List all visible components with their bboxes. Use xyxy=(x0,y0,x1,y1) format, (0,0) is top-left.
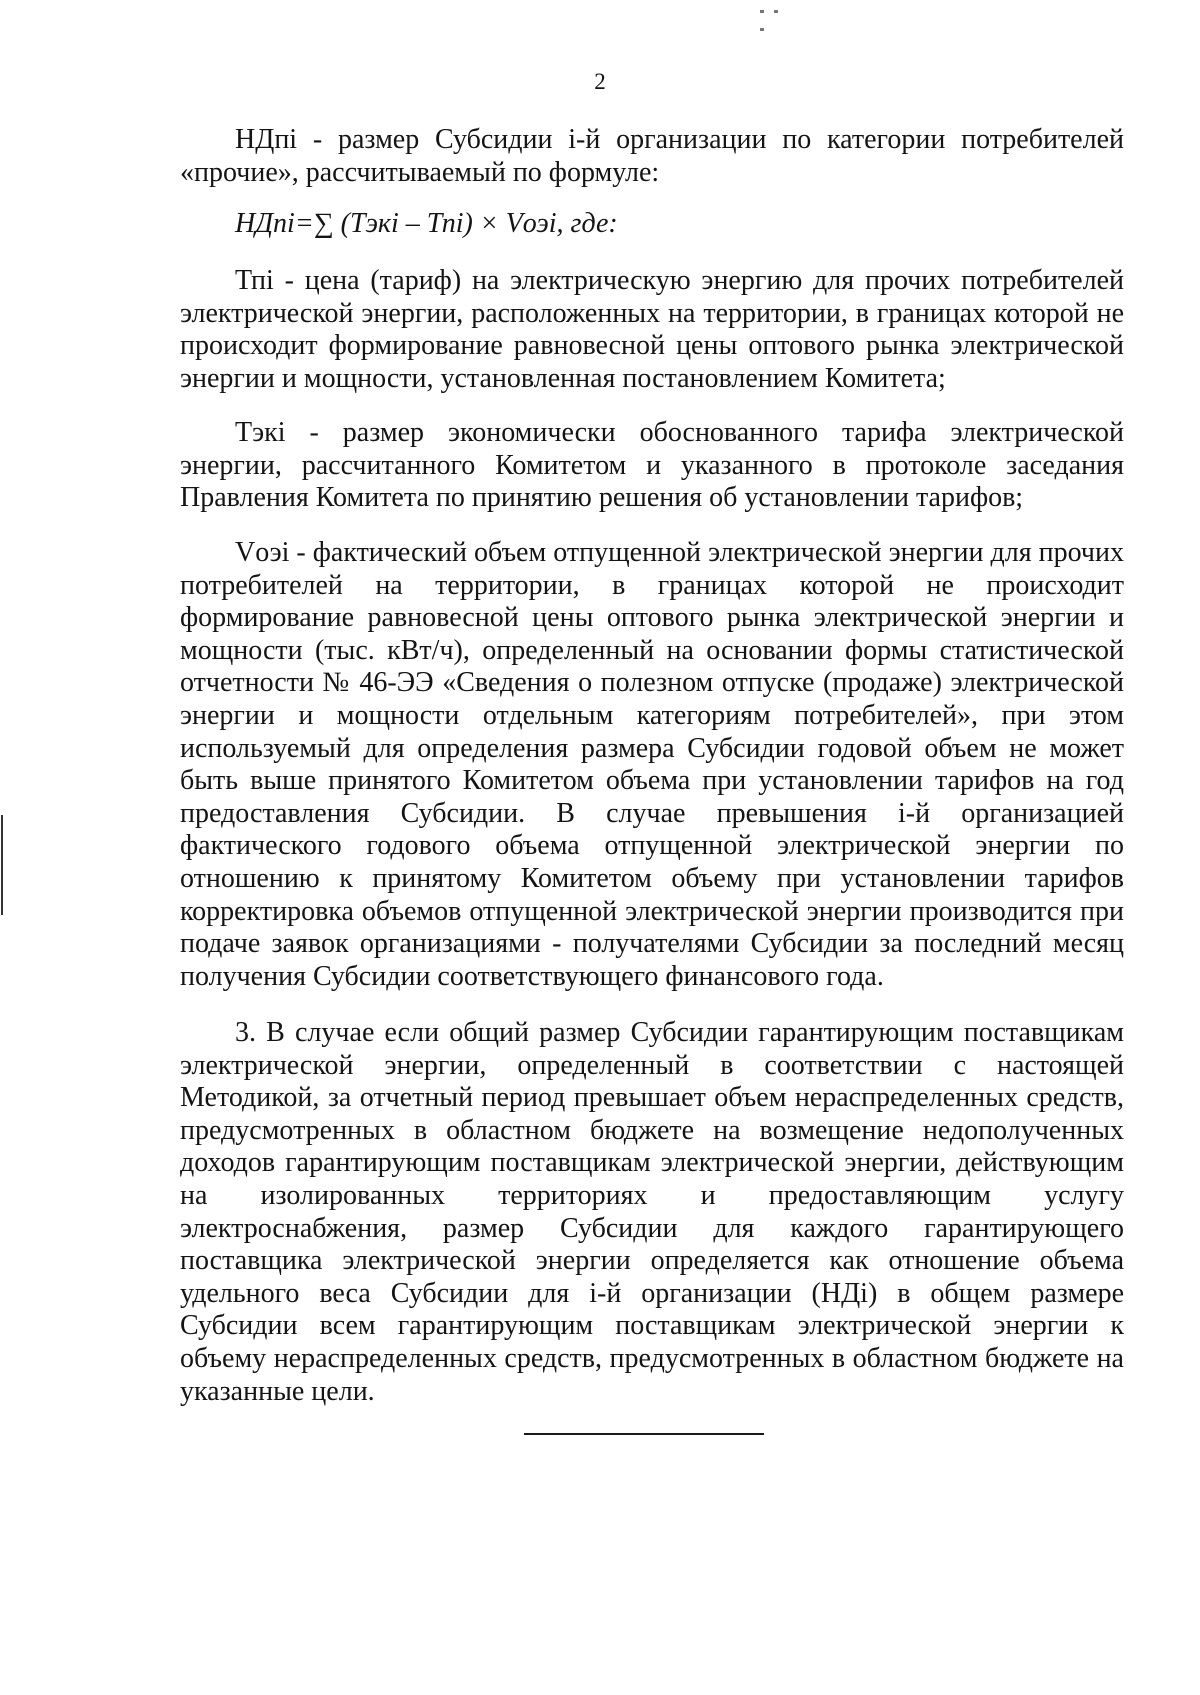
page-number: 2 xyxy=(594,69,606,94)
paragraph-ndpi-definition xyxy=(180,124,1124,189)
formula-ndpi: НДпі=∑ (Тэкі – Тпі) × Vоэі, где: xyxy=(235,208,618,239)
paragraph-text: Тпі - цена (тариф) на электрическую энергию для прочих потребителей электрической энергии, расположенных на территории, в границах которой не происходит формирование равновесной цены оптового рынка электрической энергии и мощности, установленная постановлением Комитета; xyxy=(180,265,1124,394)
paragraph-text: НДпі - размер Субсидии і-й организации по категории потребителей «прочие», рассчитываемый по формуле: xyxy=(180,124,1124,188)
paragraph-text: Vоэі - фактический объем отпущенной электрической энергии для прочих потребителей на территории, в границах которой не происходит формирование равновесной цены оптового рынка электрической энергии и мощности (тыс. кВт/ч), определенный на основании формы статистической отчетности № 46-ЭЭ «Сведения о полезном отпуске (продаже) электрической энергии и мощности отдельным категориям потребителей», при этом используемый для определения размера Субсидии годовой объем не может быть выше принятого Комитетом объема при установлении тарифов на год предоставления Субсидии. В случае превышения і-й организацией фактического годового объема отпущенной электрической энергии по отношению к принятому Комитетом объему при установлении тарифов корректировка объемов отпущенной электрической энергии производится при подаче заявок организациями - получателями Субсидии за последний месяц получения Субсидии соответствующего финансового года. xyxy=(180,537,1124,992)
paragraph-text: 3. В случае если общий размер Субсидии гарантирующим поставщикам электрической энергии, определенный в соответствии с настоящей Методикой, за отчетный период превышает объем нераспределенных средств, предусмотренных в областном бюджете на возмещение недополученных доходов гарантирующим поставщикам электрической энергии, действующим на изолированных территориях и предоставляющим услугу электроснабжения, размер Субсидии для каждого гарантирующего поставщика электрической энергии определяется как отношение объема удельного веса Субсидии для і-й организации (НДі) в общем размере Субсидии всем гарантирующим поставщикам электрической энергии к объему нераспределенных средств, предусмотренных в областном бюджете на указанные цели. xyxy=(180,1017,1124,1407)
paragraph-tpi-definition xyxy=(180,265,1124,395)
paragraph-clause-3 xyxy=(180,1017,1124,1408)
paragraph-tэki-definition xyxy=(180,417,1124,515)
scan-speck xyxy=(760,0,796,4)
paragraph-text: Тэкі - размер экономически обоснованного тарифа электрической энергии, рассчитанного Комитетом и указанного в протоколе заседания Правления Комитета по принятию решения об установлении тарифов; xyxy=(180,417,1124,514)
scan-margin-mark xyxy=(1,815,3,915)
paragraph-voэi-definition xyxy=(180,537,1124,993)
end-of-document-rule xyxy=(524,1433,764,1435)
